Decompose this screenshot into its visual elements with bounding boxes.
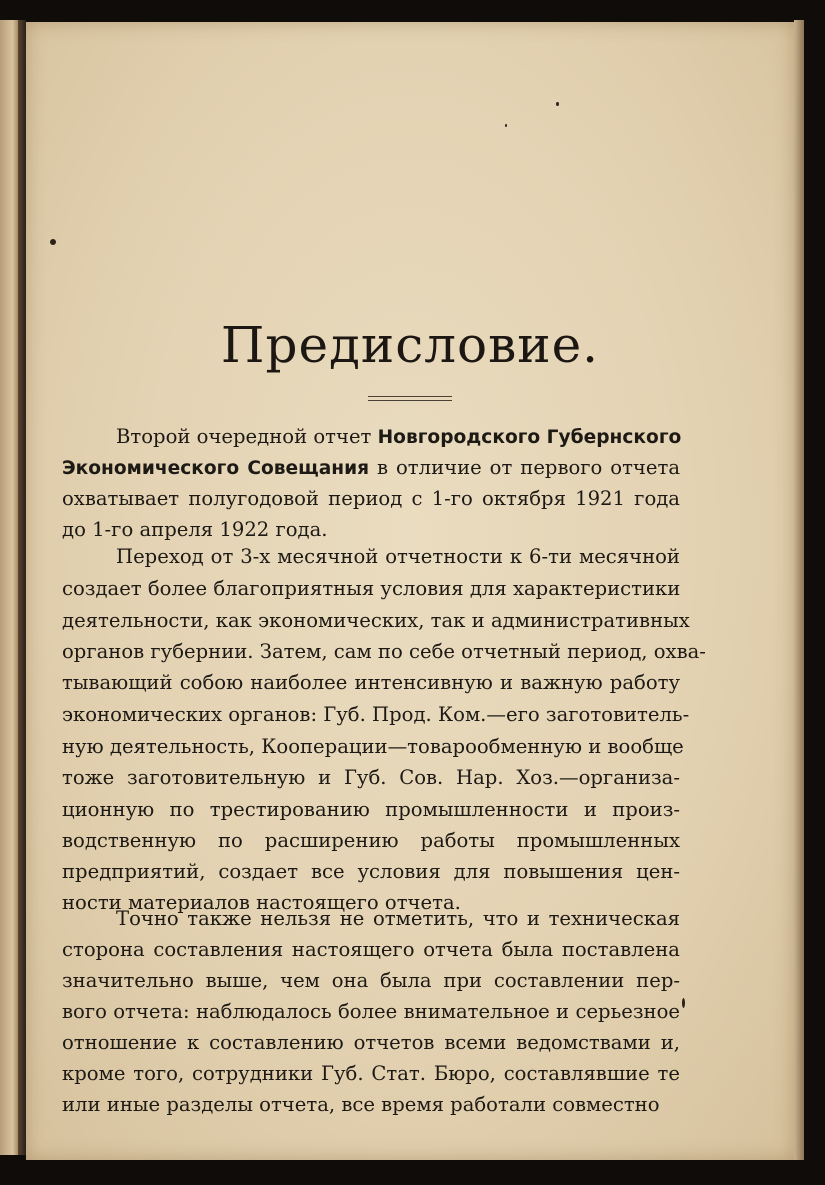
title-rule-upper [368,396,452,397]
text-run: до 1-го апреля 1922 года. [62,518,328,541]
text-run: экономических органов: Губ. Прод. Ком.—его заготовитель- [62,703,690,726]
text-run: или иные разделы отчета, все время работали совместно [62,1093,660,1116]
text-run: ную деятельность, Кооперации—товарообменную и вообще [62,735,684,758]
text-line [62,701,690,729]
text-line [116,543,680,571]
text-run: органов губернии. Затем, сам по себе отчетный период, охва- [62,640,706,663]
text-line [62,1060,680,1088]
text-line [62,858,680,886]
text-line [62,1091,680,1119]
text-line [62,936,680,964]
text-line [62,607,690,635]
text-run: Точно также нельзя не отметить, что и техническая [116,907,680,930]
text-line [62,827,680,855]
text-run: предприятий, создает все условия для повышения цен- [62,860,680,883]
ink-speck [505,124,507,127]
text-line [62,485,680,513]
title-rule-lower [368,400,452,401]
text-run: в отличие от первого отчета [369,456,680,479]
text-line [62,1029,680,1057]
text-line [116,423,680,451]
ink-speck [556,102,559,106]
text-line [62,454,680,482]
text-run: ности материалов настоящего отчета. [62,891,461,914]
text-line [62,638,706,666]
text-line [62,796,680,824]
text-line [62,998,680,1026]
text-run: деятельности, как экономических, так и административных [62,609,690,632]
text-run: вого отчета: наблюдалось более внимательное и серьезное [62,1000,680,1023]
text-run: охватывает полугодовой период с 1-го октября 1921 года [62,487,680,510]
text-run: Переход от 3-х месячной отчетности к 6-ти месячной [116,545,680,568]
previous-page-edge [0,20,18,1155]
bold-phrase: Новгородского Губернского [377,427,682,448]
text-line [62,764,680,792]
text-run: отношение к составлению отчетов всеми ведомствами и, [62,1031,680,1054]
text-run: ционную по трестированию промышленности и произ- [62,798,680,821]
page-right-edge [794,20,804,1160]
text-line [116,905,680,933]
text-run: значительно выше, чем она была при составлении пер- [62,969,680,992]
text-line [62,967,680,995]
bold-phrase: Экономического Совещания [62,458,370,479]
text-line [62,669,680,697]
text-run: тывающий собою наиболее интенсивную и важную работу [62,671,680,694]
text-run: водственную по расширению работы промышленных [62,829,680,852]
text-run: Второй очередной отчет [116,425,378,448]
text-run: сторона составления настоящего отчета была поставлена [62,938,680,961]
page-title: Предисловие. [220,316,600,374]
text-line [62,733,684,761]
text-run: кроме того, сотрудники Губ. Стат. Бюро, составлявшие те [62,1062,680,1085]
text-run: создает более благоприятныя условия для характеристики [62,577,681,600]
text-line [62,575,680,603]
text-run: тоже заготовительную и Губ. Сов. Нар. Хоз.—организа- [62,766,680,789]
ink-speck [682,998,685,1008]
text-line [62,516,680,544]
binding-gutter [18,20,26,1155]
ink-speck [50,239,56,245]
